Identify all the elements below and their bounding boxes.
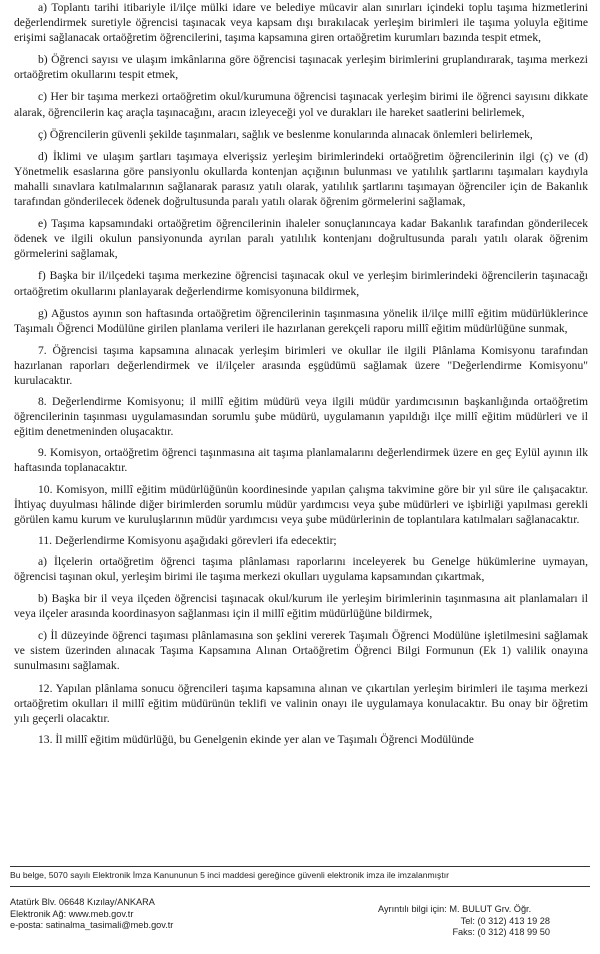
paragraph-10-duration: 10. Komisyon, millî eğitim müdürlüğünün koordinesinde yapılan çalışma takvimine göre bir yıl süre ile çalışacaktır. İhtiyaç duyulması hâlinde diğer birimlerden sorumlu müdür yardımcısı veya şube müdürleri ve işbirliği yapılması gerekli görülen kamu kurum ve kuruluşlarının müdür yardımcısı veya şube müdürlerinin de toplantılara katılmaları sağlanacaktır. <box>14 482 588 526</box>
footer-address: Atatürk Blv. 06648 Kızılay/ANKARA <box>10 897 155 907</box>
paragraph-11-duties: 11. Değerlendirme Komisyonu aşağıdaki görevleri ifa edecektir; <box>38 533 337 547</box>
paragraph-f-other-province: f) Başka bir il/ilçedeki taşıma merkezine öğrencisi taşınacak okul ve yerleşim birimlerindeki öğrencilerin taşınacağı ortaöğretim okullarını planlayarak değerlendirme komisyonuna bildirmek, <box>14 269 588 298</box>
paragraph-c-transport-centers: c) Her bir taşıma merkezi ortaöğretim okul/kurumuna öğrencisi taşınacak yerleşim birimi ile öğrenci sayısını dikkate alarak, öğrencilerin kaç araçla taşınacağını, aracın izleyeceği yol ve durakları ile hareket saatlerini belirlemek, <box>14 90 588 119</box>
document-body <box>14 0 588 753</box>
footer-contact-left <box>10 897 310 932</box>
paragraph-d-boarding: d) İklimi ve ulaşım şartları taşımaya elverişsiz yerleşim birimlerindeki ortaöğretim öğrencilerinin ilgi (ç) ve (d) Yönetmelik esaslarına göre pansiyonlu okullarda kontenjan açığının bulunması ve yatılılık şartlarını taşımaları kaydıyla mahalli sınavlara katılmalarının sağlanarak parasız yatılı olarak, yatılılık şartlarını taşımayan öğrenciler için de Bakanlık tarafından gönderilecek ödenek doğrultusunda paralı yatılı olarak öğrenim görmelerini sağlamak, <box>14 149 588 209</box>
paragraph-g-august-report: g) Ağustos ayının son haftasında ortaöğretim öğrencilerinin taşınmasına yönelik il/ilçe millî eğitim müdürlüklerince Taşımalı Öğrenci Modülüne girilen planlama verileri ile hazırlanan gerekçeli raporu millî eğitim müdürlüğüne sunmak, <box>14 306 588 335</box>
footer-website: Elektronik Ağ: www.meb.gov.tr <box>10 908 134 919</box>
paragraph-cc-safety: ç) Öğrencilerin güvenli şekilde taşınmaları, sağlık ve beslenme konularında alınacak önlemleri belirlemek, <box>38 127 533 141</box>
paragraph-11a: a) İlçelerin ortaöğretim öğrenci taşıma plânlaması raporlarını inceleyerek bu Genelge hükümlerine uymayan, öğrencisi taşınan okul, yerleşim birimi ile taşıma merkezi okulları uygulama kapsamından çıkartmak, <box>14 554 588 583</box>
paragraph-13-module: 13. İl millî eğitim müdürlüğü, bu Genelgenin ekinde yer alan ve Taşımalı Öğrenci Modülünde <box>38 732 474 746</box>
e-signature-notice: Bu belge, 5070 sayılı Elektronik İmza Kanununun 5 inci maddesi gereğince güvenli elektronik imza ile imzalanmıştır <box>10 870 449 880</box>
footer-divider-top <box>10 866 590 867</box>
footer-email: e-posta: satinalma_tasimali@meb.gov.tr <box>10 920 174 931</box>
footer-telephone: Tel: (0 312) 413 19 28 <box>460 915 550 926</box>
paragraph-12-planning: 12. Yapılan plânlama sonucu öğrencileri taşıma kapsamına alınan ve çıkartılan yerleşim birimleri ile taşıma merkezi ortaöğretim okulları il millî eğitim müdürünün teklifi ve valinin onayı ile uygulamaya konulacaktır. Bu onay bir öğretim yılı geçerli olacaktır. <box>14 681 588 725</box>
paragraph-11b: b) Başka bir il veya ilçeden öğrencisi taşınacak okul/kurum ile yerleşim birimlerinin taşınmasına ait planlamaları il veya ilçeler arasında koordinasyon sağlanması için il millî eğitim müdürlüğüne bildirmek, <box>14 592 588 621</box>
footer-contact-right <box>378 904 590 939</box>
paragraph-8-commission-members: 8. Değerlendirme Komisyonu; il millî eğitim müdürü veya ilgili müdür yardımcısının başkanlığında ortaöğretim öğrencilerinin taşınması uygulamasından sorumlu şube müdürü, uygulamanın yapıldığı ilçe millî eğitim müdürleri ve il eğitim denetmeninden oluşacaktır. <box>14 395 588 439</box>
paragraph-e-paid-boarding: e) Taşıma kapsamındaki ortaöğretim öğrencilerinin ihaleler sonuçlanıncaya kadar Bakanlık tarafından gönderilecek ödenek ve ilgili okulun pansiyonunda ayrılan paralı yatılılık kontenjanı doğrultusunda paralı yatılı olarak öğrenim görmelerini sağlamak, <box>14 217 588 261</box>
paragraph-11c: c) İl düzeyinde öğrenci taşıması plânlamasına son şeklini vererek Taşımalı Öğrenci Modülüne işletilmesini sağlamak ve sistem üzerinden alınacak Taşıma Kapsamına Alınan Ortaöğretim Öğrenci Bilgi Formunun (Ek 1) valilik onayına sunulmasını sağlamak. <box>14 629 588 673</box>
paragraph-9-meeting: 9. Komisyon, ortaöğretim öğrenci taşınmasına ait taşıma planlamalarını değerlendirmek üzere en geç Eylül ayının ilk haftasında toplanacaktır. <box>14 446 588 475</box>
footer-fax: Faks: (0 312) 418 99 50 <box>452 927 550 938</box>
paragraph-a-meeting-date: a) Toplantı tarihi itibariyle il/ilçe mülki idare ve belediye mücavir alan sınırları içindeki toplu taşıma hizmetlerini değerlendirmek suretiyle öğrencisi taşınacak veya kapsam dışı bırakılacak yerleşim birimleri ile taşıma yoluyla eğitime erişimi sağlanacak ortaöğretim öğrencilerini, taşıma kapsamına giren ortaöğretim kurumları bazında tespit etmek, <box>14 1 588 45</box>
footer-divider-bottom <box>10 886 590 887</box>
paragraph-b-grouping: b) Öğrenci sayısı ve ulaşım imkânlarına göre öğrencisi taşınacak yerleşim birimlerini gruplandırarak, taşıma merkezi ortaöğretim okullarını tespit etmek, <box>14 53 588 82</box>
footer-info-contact: Ayrıntılı bilgi için: M. BULUT Grv. Öğr. <box>378 904 532 914</box>
paragraph-7-commission: 7. Öğrencisi taşıma kapsamına alınacak yerleşim birimleri ve okullar ile ilgili Plânlama Komisyonu tarafından hazırlanan raporları değerlendirmek ve il/ilçeler arasında eşgüdümü sağlamak üzere "Değerlendirme Komisyonu" kurulacaktır. <box>14 343 588 387</box>
